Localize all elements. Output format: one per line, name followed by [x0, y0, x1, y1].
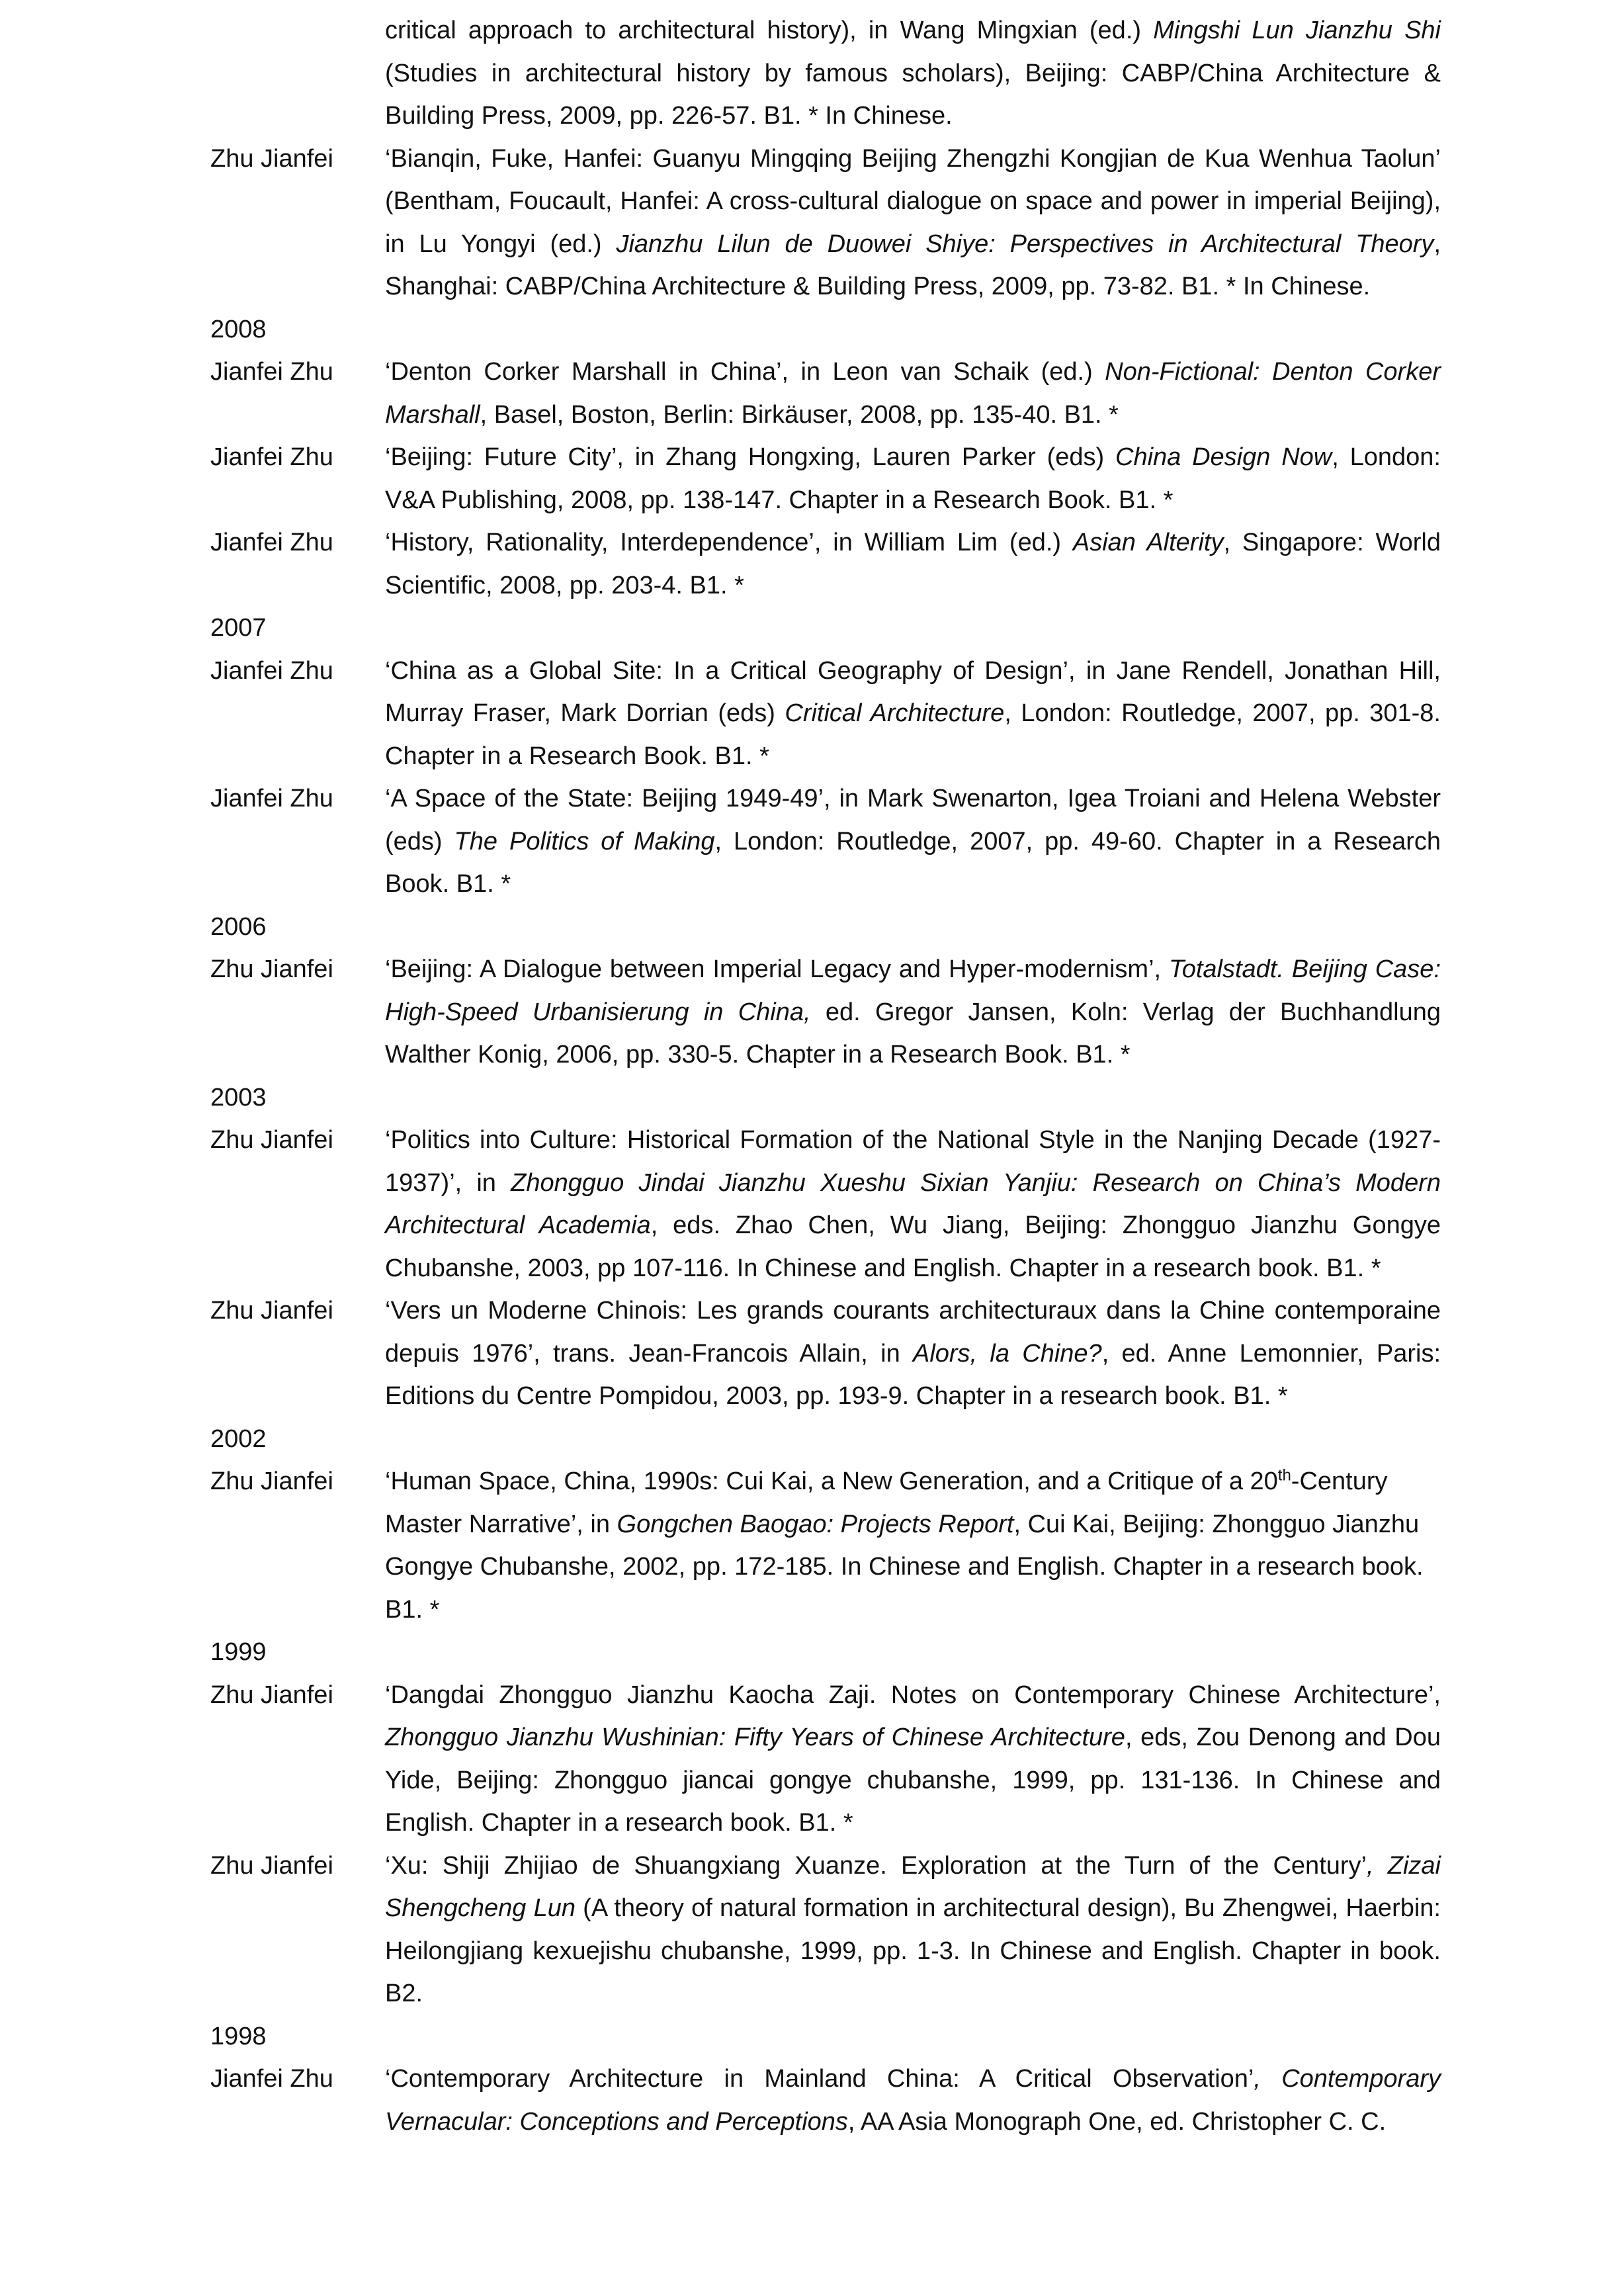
reference-title: Totalstadt. Beijing Case: High-Speed Urbanisierung in China, — [385, 955, 1441, 1026]
reference-title: China Design Now — [1115, 443, 1332, 471]
author-name: Zhu Jianfei — [210, 1851, 333, 1880]
reference-text: ‘Vers un Moderne Chinois: Les grands courants architecturaux dans la Chine contemporaine depuis 1976’, trans. Jean-Francois Allain, in — [385, 1297, 1441, 1368]
reference-text: , AA Asia Monograph One, ed. Christopher C. C. — [847, 2107, 1387, 2136]
reference-text: , London: Routledge, 2007, pp. 49-60. Chapter in a Research Book. B1. * — [385, 827, 1441, 898]
author-name: Zhu Jianfei — [210, 144, 333, 173]
reference-title: , Contemporary Vernacular: Conceptions and Perceptions — [385, 2065, 1441, 2136]
publication-list — [210, 9, 1441, 2143]
publication-entry — [210, 777, 1441, 906]
reference-text: ‘History, Rationality, Interdependence’, in William Lim (ed.) — [385, 529, 1073, 556]
reference-text: , Cui Kai, Beijing: Zhongguo Jianzhu Gongye Chubanshe, 2002, pp. 172-185. In Chinese and English. Chapter in a research book. B1. * — [385, 1510, 1424, 1624]
publication-entry — [210, 521, 1441, 607]
reference-title: Alors, la Chine? — [912, 1339, 1102, 1368]
publication-entry — [210, 2058, 1441, 2143]
reference-text: , eds. Zhao Chen, Wu Jiang, Beijing: Zhongguo Jianzhu Gongye Chubanshe, 2003, pp 107-116. In Chinese and English. Chapter in a research book. B1. * — [385, 1211, 1441, 1282]
publication-entry — [210, 1289, 1441, 1418]
reference — [385, 1289, 1441, 1418]
reference-title: Mingshi Lun Jianzhu Shi — [1153, 17, 1441, 44]
year-heading: 2002 — [210, 1424, 267, 1453]
reference-text: , London: V&A Publishing, 2008, pp. 138-147. Chapter in a Research Book. B1. * — [385, 443, 1441, 514]
reference — [385, 2058, 1441, 2143]
publication-entry — [210, 436, 1441, 521]
publication-entry — [210, 948, 1441, 1076]
reference-text: ‘Politics into Culture: Historical Formation of the National Style in the Nanjing Decade (1927-1937)’, in — [385, 1126, 1441, 1197]
reference-title: Asian Alterity — [1072, 529, 1224, 556]
author-name: Zhu Jianfei — [210, 1467, 333, 1495]
reference-text: (A theory of natural formation in architectural design), Bu Zhengwei, Haerbin: Heilongjiang kexuejishu chubanshe, 1999, pp. 1-3. In Chinese and English. Chapter in book. B2. — [385, 1894, 1441, 2007]
reference — [385, 777, 1441, 906]
reference — [385, 948, 1441, 1076]
reference-text: ‘Beijing: Future City’, in Zhang Hongxing, Lauren Parker (eds) — [385, 443, 1115, 471]
reference-text: , eds, Zou Denong and Dou Yide, Beijing: Zhongguo jiancai gongye chubanshe, 1999, pp. 131-136. In Chinese and English. Chapter in a research book. B1. * — [385, 1724, 1441, 1837]
reference — [385, 1845, 1441, 2015]
publication-entry — [210, 351, 1441, 436]
reference-text: ‘Dangdai Zhongguo Jianzhu Kaocha Zaji. Notes on Contemporary Chinese Architecture’, — [385, 1681, 1441, 1709]
reference-text: , Singapore: World Scientific, 2008, pp. 203-4. B1. * — [385, 529, 1441, 599]
author-name: Zhu Jianfei — [210, 1681, 333, 1709]
reference-title: Non-Fictional: Denton Corker Marshall — [385, 358, 1441, 429]
reference-text: critical approach to architectural history), in Wang Mingxian (ed.) — [385, 17, 1154, 44]
publication-entry — [210, 1674, 1441, 1845]
reference-text: ‘China as a Global Site: In a Critical Geography of Design’, in Jane Rendell, Jonathan Hill, Murray Fraser, Mark Dorrian (eds) — [385, 656, 1441, 727]
reference-text: ‘Denton Corker Marshall in China’, in Leon van Schaik (ed.) — [385, 358, 1105, 386]
reference-title: Zhongguo Jianzhu Wushinian: Fifty Years of Chinese Architecture — [385, 1724, 1125, 1751]
reference-text: ‘Human Space, China, 1990s: Cui Kai, a New Generation, and a Critique of a 20 — [385, 1467, 1278, 1495]
year-heading: 2003 — [210, 1083, 267, 1112]
year-heading: 1998 — [210, 2022, 267, 2050]
author-name: Zhu Jianfei — [210, 955, 333, 983]
publication-entry — [210, 1119, 1441, 1289]
reference-text: ‘Beijing: A Dialogue between Imperial Legacy and Hyper-modernism’, — [385, 955, 1169, 983]
reference — [385, 1674, 1441, 1845]
reference — [385, 521, 1441, 607]
reference-title: The Politics of Making — [454, 827, 715, 855]
reference-text: ‘Xu: Shiji Zhijiao de Shuangxiang Xuanze. Exploration at the Turn of the Century’ — [385, 1851, 1367, 1880]
year-heading: 1999 — [210, 1638, 267, 1666]
reference-text: , London: Routledge, 2007, pp. 301-8. Chapter in a Research Book. B1. * — [385, 699, 1441, 770]
author-name: Jianfei Zhu — [210, 656, 333, 685]
reference-text: , Basel, Boston, Berlin: Birkäuser, 2008, pp. 135-40. B1. * — [480, 400, 1119, 429]
author-name: Jianfei Zhu — [210, 785, 333, 812]
reference — [385, 138, 1441, 308]
reference — [385, 650, 1441, 778]
reference — [385, 1119, 1441, 1289]
year-heading: 2006 — [210, 912, 267, 941]
continued-reference — [210, 9, 1441, 138]
reference-title: Critical Architecture — [785, 699, 1005, 727]
reference-title: , Zizai Shengcheng Lun — [385, 1851, 1441, 1922]
reference-text: , Shanghai: CABP/China Architecture & Building Press, 2009, pp. 73-82. B1. * In Chinese. — [385, 230, 1441, 300]
reference-text: ed. Gregor Jansen, Koln: Verlag der Buchhandlung Walther Konig, 2006, pp. 330-5. Chapter in a Research Book. B1. * — [385, 998, 1441, 1069]
reference-text: -Century Master Narrative’, in — [385, 1467, 1388, 1538]
publication-entry — [210, 1845, 1441, 2015]
reference-title: Zhongguo Jindai Jianzhu Xueshu Sixian Yanjiu: Research on China’s Modern Architectural Academia — [385, 1168, 1441, 1239]
author-name: Zhu Jianfei — [210, 1126, 333, 1154]
year-heading: 2007 — [210, 614, 267, 642]
author-name: Jianfei Zhu — [210, 2065, 333, 2093]
reference — [385, 1460, 1441, 1631]
superscript: th — [1277, 1466, 1291, 1485]
reference-text: ‘Bianqin, Fuke, Hanfei: Guanyu Mingqing Beijing Zhengzhi Kongjian de Kua Wenhua Taolun’ (Bentham, Foucault, Hanfei: A cross-cultural dialogue on space and power in imperial Beijing), in Lu Yongyi (ed.) — [385, 144, 1441, 258]
author-name: Jianfei Zhu — [210, 443, 333, 471]
reference — [385, 351, 1441, 436]
author-name: Zhu Jianfei — [210, 1297, 333, 1325]
reference-text: (Studies in architectural history by famous scholars), Beijing: CABP/China Architecture & Building Press, 2009, pp. 226-57. B1. * In Chinese. — [385, 59, 1441, 130]
reference-text: ‘A Space of the State: Beijing 1949-49’, in Mark Swenarton, Igea Troiani and Helena Webster (eds) — [385, 785, 1441, 855]
reference-text: , ed. Anne Lemonnier, Paris: Editions du Centre Pompidou, 2003, pp. 193-9. Chapter in a research book. B1. * — [385, 1339, 1441, 1410]
publication-entry — [210, 650, 1441, 778]
author-name: Jianfei Zhu — [210, 358, 333, 386]
year-heading: 2008 — [210, 315, 267, 343]
reference-text: ‘Contemporary Architecture in Mainland China: A Critical Observation’ — [385, 2065, 1254, 2093]
reference — [385, 436, 1441, 521]
reference-title: Gongchen Baogao: Projects Report — [617, 1510, 1014, 1538]
publication-entry — [210, 1460, 1441, 1631]
author-name: Jianfei Zhu — [210, 529, 333, 556]
reference-title: Jianzhu Lilun de Duowei Shiye: Perspectives in Architectural Theory — [616, 230, 1434, 258]
publication-entry — [210, 138, 1441, 308]
